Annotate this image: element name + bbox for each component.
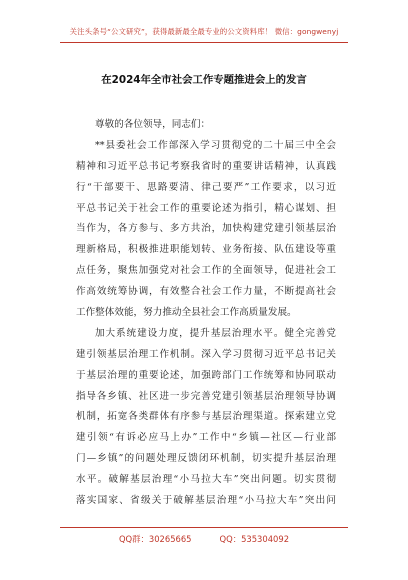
footer-divider [60,527,348,528]
body-line: 理新格局，积极推进职能划转、业务衔接、队伍建设等重 [76,244,336,256]
body-line: 加大系统建设力度，提升基层治理水平。健全完善党 [95,327,336,339]
body-line: 建引领基层治理工作机制。深入学习贯彻习近平总书记关 [76,348,336,360]
document-title: 在2024年全市社会工作专题推进会上的发言 [101,74,307,86]
body-line: 门—乡镇”的问题处理反馈闭环机制，切实提升基层治理 [76,453,336,465]
body-line: 于基层治理的重要论述，加强跨部门工作统筹和协同联动 [76,369,336,381]
body-line: 当作为，各方参与、多方共治，加快构建党建引领基层治 [76,223,336,235]
body-line: 精神和习近平总书记考察我省时的重要讲话精神，认真践 [76,160,336,172]
footer-qq-group: QQ群：30265665 [118,534,192,544]
body-line: 工作整体效能，努力推动全县社会工作高质量发展。 [76,307,297,319]
body-line: 作高效统筹协调，有效整合社会工作力量，不断提高社会 [76,286,336,298]
footer-contact [0,533,408,545]
body-line: 点任务，聚焦加强党对社会工作的全面领导，促进社会工 [76,265,336,277]
header-note: 关注头条号“公文研究”，获得最新最全最专业的公文资料库！ 微信：gongwenyj [69,27,339,36]
body-line: 指导各乡镇、社区进一步完善党建引领基层治理领导协调 [76,390,336,402]
document-body [76,115,336,512]
body-line: 水平。破解基层治理“小马拉大车”突出问题。切实贯彻 [76,474,336,486]
body-line: **县委社会工作部深入学习贯彻党的二十届三中全会 [95,139,336,151]
footer-qq: QQ：535304092 [219,534,290,544]
body-line: 落实国家、省级关于破解基层治理“小马拉大车”突出问 [76,495,336,507]
salutation-line: 尊敬的各位领导，同志们： [95,119,211,130]
body-line: 平总书记关于社会工作的重要论述为指引，精心谋划、担 [76,202,336,214]
body-line: 行“干部要干、思路要清、律己要严”工作要求，以习近 [76,181,336,193]
header-divider [60,42,348,43]
body-line: 建引领“有诉必应马上办”工作中“乡镇—社区—行业部 [76,432,336,444]
body-line: 机制，拓宽各类群体有序参与基层治理渠道。探索建立党 [76,411,336,423]
